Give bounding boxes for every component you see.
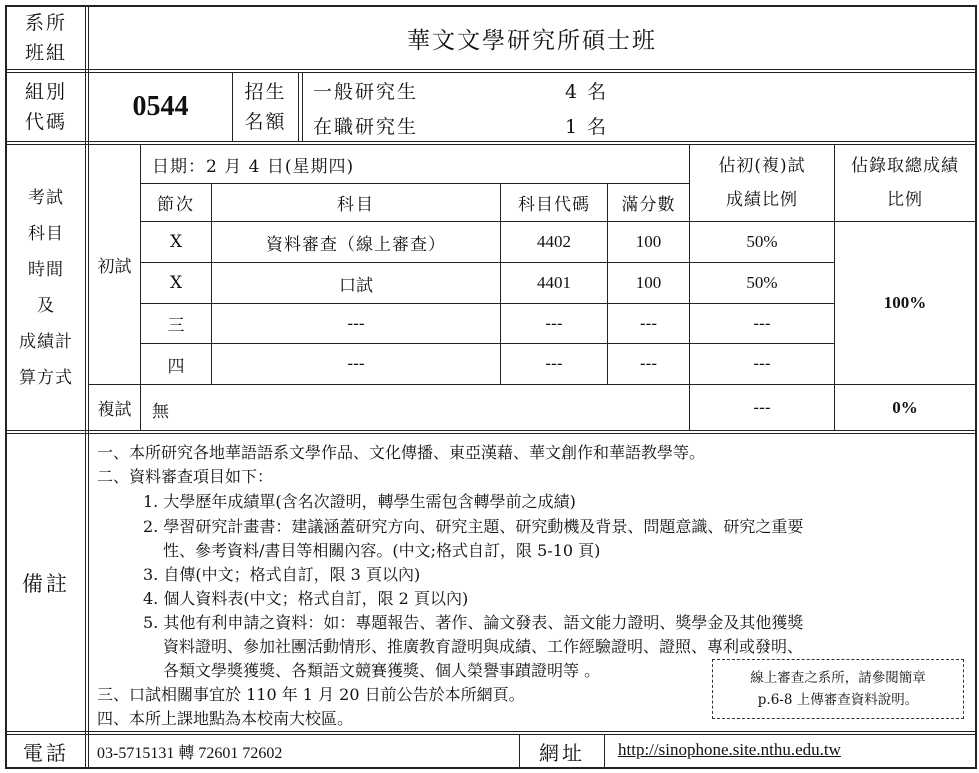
note-line-8: 5. 其他有利申請之資料：如：專題報告、著作、論文發表、語文能力證明、獎學金及其他獲獎: [143, 613, 804, 632]
note-line-7: 4. 個人資料表(中文；格式自訂，限 2 頁以內): [143, 589, 469, 608]
row-weight: ---: [753, 313, 771, 334]
quota-type-working: 在職研究生: [313, 116, 419, 138]
row-full: 100: [635, 273, 662, 292]
weight-header-line1: 佔初(複)試: [718, 156, 806, 176]
row-weight: ---: [753, 354, 771, 374]
group-label-line1: 組別: [24, 81, 67, 103]
col-code: 科目代碼: [518, 195, 590, 215]
exam-label-6: 算方式: [19, 367, 73, 388]
dept-label: [7, 7, 85, 69]
phone-label: 電話: [23, 740, 69, 765]
group-label-line2: 代碼: [24, 111, 67, 133]
note-line-1: 一、本所研究各地華語語系文學作品、文化傳播、東亞漢藉、華文創作和華語教學等。: [97, 443, 706, 462]
note-line-12: 四、本所上課地點為本校南大校區。: [97, 709, 354, 728]
retest-label: 複試: [97, 400, 132, 420]
note-line-2: 二、資料審查項目如下：: [97, 467, 274, 486]
row-code: 4401: [537, 273, 571, 292]
quota-label-line2: 名額: [244, 111, 287, 133]
callout-line2: p.6-8 上傳審查資料說明。: [757, 692, 919, 708]
row-full: 100: [635, 232, 662, 251]
total-header: [835, 145, 975, 221]
row-session: 四: [167, 356, 185, 377]
note-line-9: 資料證明、參加社團活動情形、推廣教育證明與成績、工作經驗證明、證照、專利或發明、: [163, 637, 804, 656]
website-link[interactable]: http://sinophone.site.nthu.edu.tw: [618, 740, 841, 759]
row-subject: 資料審查（線上審查）: [266, 234, 446, 255]
weight-header: [690, 145, 834, 221]
upload-instructions-callout: [712, 659, 964, 719]
total-header-line2: 比例: [887, 190, 923, 210]
row-code: ---: [545, 313, 563, 334]
row-subject: 口試: [339, 275, 373, 296]
note-line-3: 1. 大學歷年成績單(含名次證明，轉學生需包含轉學前之成績): [143, 492, 576, 511]
row-weight: 50%: [746, 273, 778, 292]
row-code: ---: [545, 354, 563, 374]
row-session: X: [169, 273, 183, 293]
note-line-10: 各類文學獎獲獎、各類語文競賽獲獎、個人榮譽事蹟證明等 。: [163, 661, 601, 680]
callout-line1: 線上審查之系所，請參閱簡章: [750, 670, 926, 686]
dept-label-line2: 班組: [24, 42, 67, 64]
weight-header-line2: 成績比例: [726, 190, 798, 210]
exam-label-4: 及: [37, 295, 55, 316]
quota-type-general: 一般研究生: [313, 81, 419, 103]
retest-value: 無: [152, 402, 169, 422]
row-session: X: [169, 232, 183, 252]
quota-label-line1: 招生: [244, 81, 287, 103]
row-session: 三: [167, 316, 185, 336]
initial-test-label: 初試: [97, 257, 132, 277]
row-subject: ---: [347, 313, 365, 334]
dept-label-line1: 系所: [24, 12, 67, 34]
row-weight: 50%: [746, 232, 778, 251]
row-full: ---: [639, 354, 658, 374]
col-session: 節次: [157, 195, 195, 215]
phone-number: 03-5715131 轉 72601 72602: [97, 745, 283, 762]
group-code: 0544: [132, 91, 189, 122]
exam-label-3: 時間: [28, 259, 64, 280]
exam-section-label: [7, 145, 85, 430]
exam-label-5: 成績計: [19, 331, 73, 352]
row-code: 4402: [537, 232, 571, 251]
group-label: [7, 73, 85, 141]
exam-label-1: 考試: [28, 187, 64, 208]
note-line-11: 三、口試相關事宜於 110 年 1 月 20 日前公告於本所網頁。: [97, 685, 525, 704]
col-full: 滿分數: [621, 195, 676, 215]
row-subject: ---: [347, 354, 365, 374]
col-subject: 科目: [337, 195, 375, 215]
note-line-6: 3. 自傳(中文；格式自訂，限 3 頁以內): [143, 565, 421, 584]
retest-total: 0%: [892, 397, 918, 417]
quota-label: [233, 73, 298, 141]
row-full: ---: [639, 313, 658, 334]
program-name: 華文文學研究所碩士班: [407, 27, 657, 54]
quota-count-general: 4 名: [565, 81, 609, 103]
exam-label-2: 科目: [28, 223, 64, 244]
note-line-4: 2. 學習研究計畫書：建議涵蓋研究方向、研究主題、研究動機及背景、問題意識、研究之重要: [143, 517, 804, 536]
note-line-5: 性、參考資料/書目等相關內容。(中文;格式自訂，限 5-10 頁): [163, 541, 601, 560]
notes-label: 備註: [22, 571, 70, 596]
exam-date: 日期：2 月 4 日(星期四): [152, 157, 355, 177]
url-label: 網址: [539, 740, 585, 765]
retest-weight: ---: [753, 397, 771, 418]
total-header-line1: 佔錄取總成績: [851, 156, 959, 176]
quota-count-working: 1 名: [565, 116, 609, 138]
initial-total-weight: 100%: [883, 293, 927, 312]
